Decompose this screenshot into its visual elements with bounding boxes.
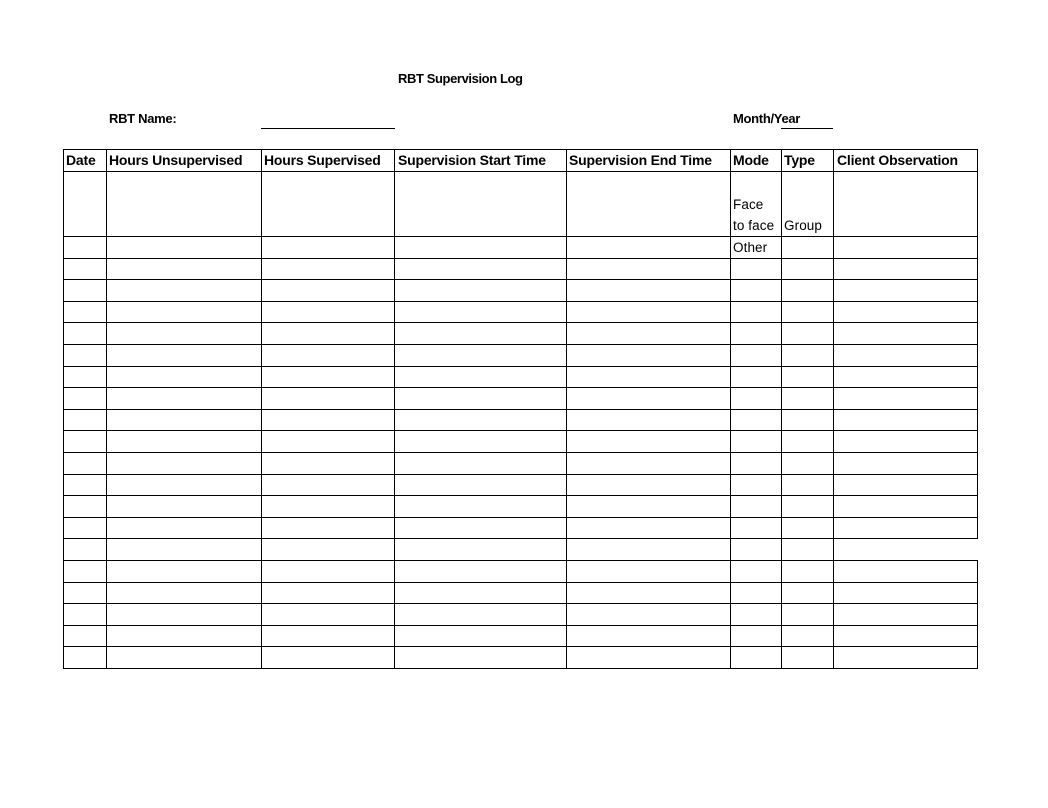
table-cell[interactable] <box>262 410 394 430</box>
table-cell[interactable] <box>107 453 261 474</box>
table-cell[interactable] <box>567 518 730 538</box>
table-cell[interactable] <box>395 453 566 474</box>
table-column-line <box>261 149 262 669</box>
table-row-line <box>63 301 978 302</box>
table-row-line <box>63 387 978 388</box>
table-cell[interactable] <box>567 345 730 366</box>
table-row-line <box>63 322 978 323</box>
table-cell[interactable] <box>782 431 833 452</box>
table-row-line <box>63 344 978 345</box>
table-cell[interactable] <box>262 302 394 322</box>
table-cell[interactable] <box>262 626 394 646</box>
table-cell[interactable] <box>834 388 977 409</box>
table-cell[interactable] <box>782 561 833 582</box>
table-cell[interactable] <box>107 345 261 366</box>
table-cell[interactable] <box>64 453 106 474</box>
table-cell[interactable] <box>262 647 394 668</box>
table-cell[interactable] <box>834 172 977 236</box>
table-cell[interactable] <box>395 388 566 409</box>
table-row-line <box>63 236 978 237</box>
table-cell[interactable] <box>567 367 730 387</box>
header-client-observation: Client Observation <box>837 152 958 168</box>
table-cell[interactable] <box>64 647 106 668</box>
table-cell[interactable] <box>782 280 833 301</box>
header-start-time: Supervision Start Time <box>398 152 546 168</box>
table-row-line <box>63 366 978 367</box>
table-cell[interactable] <box>782 626 833 646</box>
table-cell[interactable] <box>834 259 977 279</box>
table-cell[interactable] <box>395 431 566 452</box>
table-cell[interactable] <box>782 367 833 387</box>
table-cell[interactable] <box>64 367 106 387</box>
table-cell[interactable] <box>64 539 106 560</box>
table-cell[interactable] <box>782 583 833 603</box>
table-row-line <box>63 149 978 150</box>
table-cell[interactable] <box>834 518 977 538</box>
table-cell[interactable] <box>834 539 977 560</box>
table-cell[interactable] <box>395 647 566 668</box>
rbt-name-field[interactable] <box>261 128 395 129</box>
table-cell[interactable] <box>567 302 730 322</box>
table-column-line <box>977 560 978 669</box>
table-row-line <box>63 582 978 583</box>
table-cell[interactable] <box>395 604 566 625</box>
table-cell[interactable] <box>395 561 566 582</box>
table-cell[interactable] <box>731 496 781 517</box>
table-cell[interactable] <box>731 345 781 366</box>
table-cell[interactable] <box>834 453 977 474</box>
table-cell[interactable] <box>262 453 394 474</box>
page-title: RBT Supervision Log <box>398 71 523 86</box>
table-cell[interactable] <box>567 280 730 301</box>
table-row-line <box>63 538 978 539</box>
table-column-line <box>730 149 731 669</box>
table-cell[interactable] <box>731 453 781 474</box>
table-cell[interactable] <box>731 518 781 538</box>
table-cell[interactable] <box>782 604 833 625</box>
table-cell[interactable] <box>107 323 261 344</box>
table-cell[interactable] <box>567 431 730 452</box>
table-cell[interactable] <box>834 302 977 322</box>
table-cell[interactable] <box>64 518 106 538</box>
header-date: Date <box>66 152 96 168</box>
table-cell[interactable] <box>731 410 781 430</box>
table-cell[interactable] <box>834 431 977 452</box>
table-cell[interactable] <box>731 561 781 582</box>
table-cell[interactable] <box>782 302 833 322</box>
table-cell[interactable] <box>395 583 566 603</box>
table-row-line <box>63 646 978 647</box>
table-cell[interactable] <box>107 626 261 646</box>
table-cell[interactable] <box>262 431 394 452</box>
table-cell[interactable] <box>64 345 106 366</box>
table-cell[interactable] <box>64 431 106 452</box>
table-cell[interactable] <box>731 626 781 646</box>
table-cell[interactable] <box>107 280 261 301</box>
table-cell[interactable] <box>395 367 566 387</box>
table-cell[interactable] <box>567 475 730 495</box>
table-cell[interactable] <box>834 647 977 668</box>
table-row-line <box>63 495 978 496</box>
table-cell[interactable] <box>107 647 261 668</box>
table-cell[interactable] <box>262 172 394 236</box>
table-cell[interactable] <box>107 237 261 258</box>
table-cell[interactable] <box>731 388 781 409</box>
table-cell[interactable] <box>731 647 781 668</box>
table-row-line <box>63 603 978 604</box>
table-cell[interactable] <box>567 323 730 344</box>
table-cell[interactable] <box>782 647 833 668</box>
table-cell[interactable] <box>262 539 394 560</box>
table-cell[interactable] <box>262 518 394 538</box>
table-cell[interactable] <box>834 323 977 344</box>
table-cell[interactable] <box>64 496 106 517</box>
table-column-line <box>566 149 567 669</box>
table-cell[interactable] <box>262 323 394 344</box>
table-cell[interactable] <box>834 626 977 646</box>
header-end-time: Supervision End Time <box>569 152 712 168</box>
table-row-line <box>63 171 978 172</box>
table-cell[interactable] <box>782 518 833 538</box>
table-cell[interactable] <box>567 410 730 430</box>
table-cell[interactable] <box>834 345 977 366</box>
table-cell[interactable] <box>782 539 833 560</box>
table-cell[interactable] <box>395 302 566 322</box>
table-cell[interactable] <box>567 583 730 603</box>
table-cell[interactable] <box>107 496 261 517</box>
header-hours-supervised: Hours Supervised <box>264 152 381 168</box>
table-cell[interactable] <box>107 561 261 582</box>
table-cell[interactable] <box>64 259 106 279</box>
table-cell[interactable] <box>262 496 394 517</box>
table-cell[interactable] <box>395 323 566 344</box>
table-cell[interactable] <box>834 280 977 301</box>
table-cell[interactable] <box>782 259 833 279</box>
table-cell[interactable] <box>262 475 394 495</box>
table-cell[interactable] <box>731 583 781 603</box>
table-cell[interactable] <box>395 626 566 646</box>
table-cell[interactable] <box>64 302 106 322</box>
table-cell[interactable] <box>107 367 261 387</box>
table-cell[interactable] <box>107 604 261 625</box>
table-cell[interactable] <box>731 280 781 301</box>
type-option-group: Group <box>784 218 823 233</box>
table-cell[interactable] <box>64 237 106 258</box>
table-row-line <box>63 430 978 431</box>
table-cell[interactable] <box>64 626 106 646</box>
table-cell[interactable] <box>395 172 566 236</box>
table-cell[interactable] <box>731 431 781 452</box>
header-type: Type <box>784 152 815 168</box>
header-mode: Mode <box>733 152 769 168</box>
table-cell[interactable] <box>262 367 394 387</box>
table-cell[interactable] <box>782 496 833 517</box>
mode-option-face-line1: Face <box>733 197 764 212</box>
table-cell[interactable] <box>834 496 977 517</box>
table-cell[interactable] <box>262 561 394 582</box>
table-cell[interactable] <box>834 237 977 258</box>
table-cell[interactable] <box>567 259 730 279</box>
table-cell[interactable] <box>834 367 977 387</box>
table-column-line <box>977 149 978 539</box>
table-cell[interactable] <box>567 539 730 560</box>
table-cell[interactable] <box>782 388 833 409</box>
table-cell[interactable] <box>731 539 781 560</box>
table-cell[interactable] <box>782 453 833 474</box>
table-cell[interactable] <box>395 539 566 560</box>
table-cell[interactable] <box>395 280 566 301</box>
table-cell[interactable] <box>731 259 781 279</box>
table-cell[interactable] <box>262 345 394 366</box>
table-cell[interactable] <box>107 539 261 560</box>
table-cell[interactable] <box>107 475 261 495</box>
table-row-line <box>63 279 978 280</box>
table-cell[interactable] <box>834 583 977 603</box>
table-cell[interactable] <box>782 323 833 344</box>
table-cell[interactable] <box>782 237 833 258</box>
table-cell[interactable] <box>567 453 730 474</box>
table-cell[interactable] <box>262 237 394 258</box>
table-cell[interactable] <box>834 475 977 495</box>
table-column-line <box>63 149 64 669</box>
table-cell[interactable] <box>395 237 566 258</box>
table-cell[interactable] <box>262 259 394 279</box>
table-cell[interactable] <box>107 518 261 538</box>
table-cell[interactable] <box>262 604 394 625</box>
table-column-line <box>833 149 834 669</box>
table-cell[interactable] <box>107 583 261 603</box>
table-cell[interactable] <box>64 475 106 495</box>
month-year-label: Month/Year <box>733 111 801 126</box>
table-cell[interactable] <box>64 410 106 430</box>
table-cell[interactable] <box>567 604 730 625</box>
table-cell[interactable] <box>64 280 106 301</box>
table-cell[interactable] <box>834 561 977 582</box>
table-cell[interactable] <box>64 323 106 344</box>
table-cell[interactable] <box>107 259 261 279</box>
table-cell[interactable] <box>262 280 394 301</box>
table-cell[interactable] <box>395 475 566 495</box>
table-cell[interactable] <box>64 583 106 603</box>
table-cell[interactable] <box>567 626 730 646</box>
table-cell[interactable] <box>64 388 106 409</box>
table-cell[interactable] <box>395 259 566 279</box>
table-cell[interactable] <box>567 172 730 236</box>
table-cell[interactable] <box>107 388 261 409</box>
rbt-name-label: RBT Name: <box>109 111 177 126</box>
table-cell[interactable] <box>834 604 977 625</box>
table-column-line <box>781 149 782 669</box>
table-cell[interactable] <box>567 237 730 258</box>
table-row-line <box>63 258 978 259</box>
table-cell[interactable] <box>395 410 566 430</box>
table-cell[interactable] <box>567 647 730 668</box>
table-cell[interactable] <box>107 172 261 236</box>
table-cell[interactable] <box>395 518 566 538</box>
table-cell[interactable] <box>262 583 394 603</box>
table-row-line <box>63 474 978 475</box>
table-row-line <box>63 517 978 518</box>
table-row-line <box>63 560 978 561</box>
table-cell[interactable] <box>395 345 566 366</box>
table-cell[interactable] <box>567 388 730 409</box>
table-cell[interactable] <box>731 323 781 344</box>
table-cell[interactable] <box>395 496 566 517</box>
header-hours-unsupervised: Hours Unsupervised <box>109 152 243 168</box>
table-cell[interactable] <box>567 561 730 582</box>
table-cell[interactable] <box>782 475 833 495</box>
table-cell[interactable] <box>731 475 781 495</box>
table-cell[interactable] <box>64 604 106 625</box>
table-cell[interactable] <box>782 410 833 430</box>
table-cell[interactable] <box>64 172 106 236</box>
mode-option-other: Other <box>733 240 768 255</box>
table-row-line <box>63 409 978 410</box>
table-column-line <box>106 149 107 669</box>
table-cell[interactable] <box>567 496 730 517</box>
table-cell[interactable] <box>731 604 781 625</box>
table-cell[interactable] <box>731 367 781 387</box>
table-cell[interactable] <box>262 388 394 409</box>
table-column-line <box>394 149 395 669</box>
table-cell[interactable] <box>834 410 977 430</box>
table-cell[interactable] <box>731 302 781 322</box>
table-cell[interactable] <box>107 431 261 452</box>
table-row-line <box>63 668 978 669</box>
table-row-line <box>63 452 978 453</box>
month-year-field[interactable] <box>781 128 833 129</box>
table-cell[interactable] <box>64 561 106 582</box>
mode-option-face-line2: to face <box>733 218 775 233</box>
table-cell[interactable] <box>107 410 261 430</box>
table-cell[interactable] <box>782 345 833 366</box>
table-cell[interactable] <box>107 302 261 322</box>
table-row-line <box>63 625 978 626</box>
